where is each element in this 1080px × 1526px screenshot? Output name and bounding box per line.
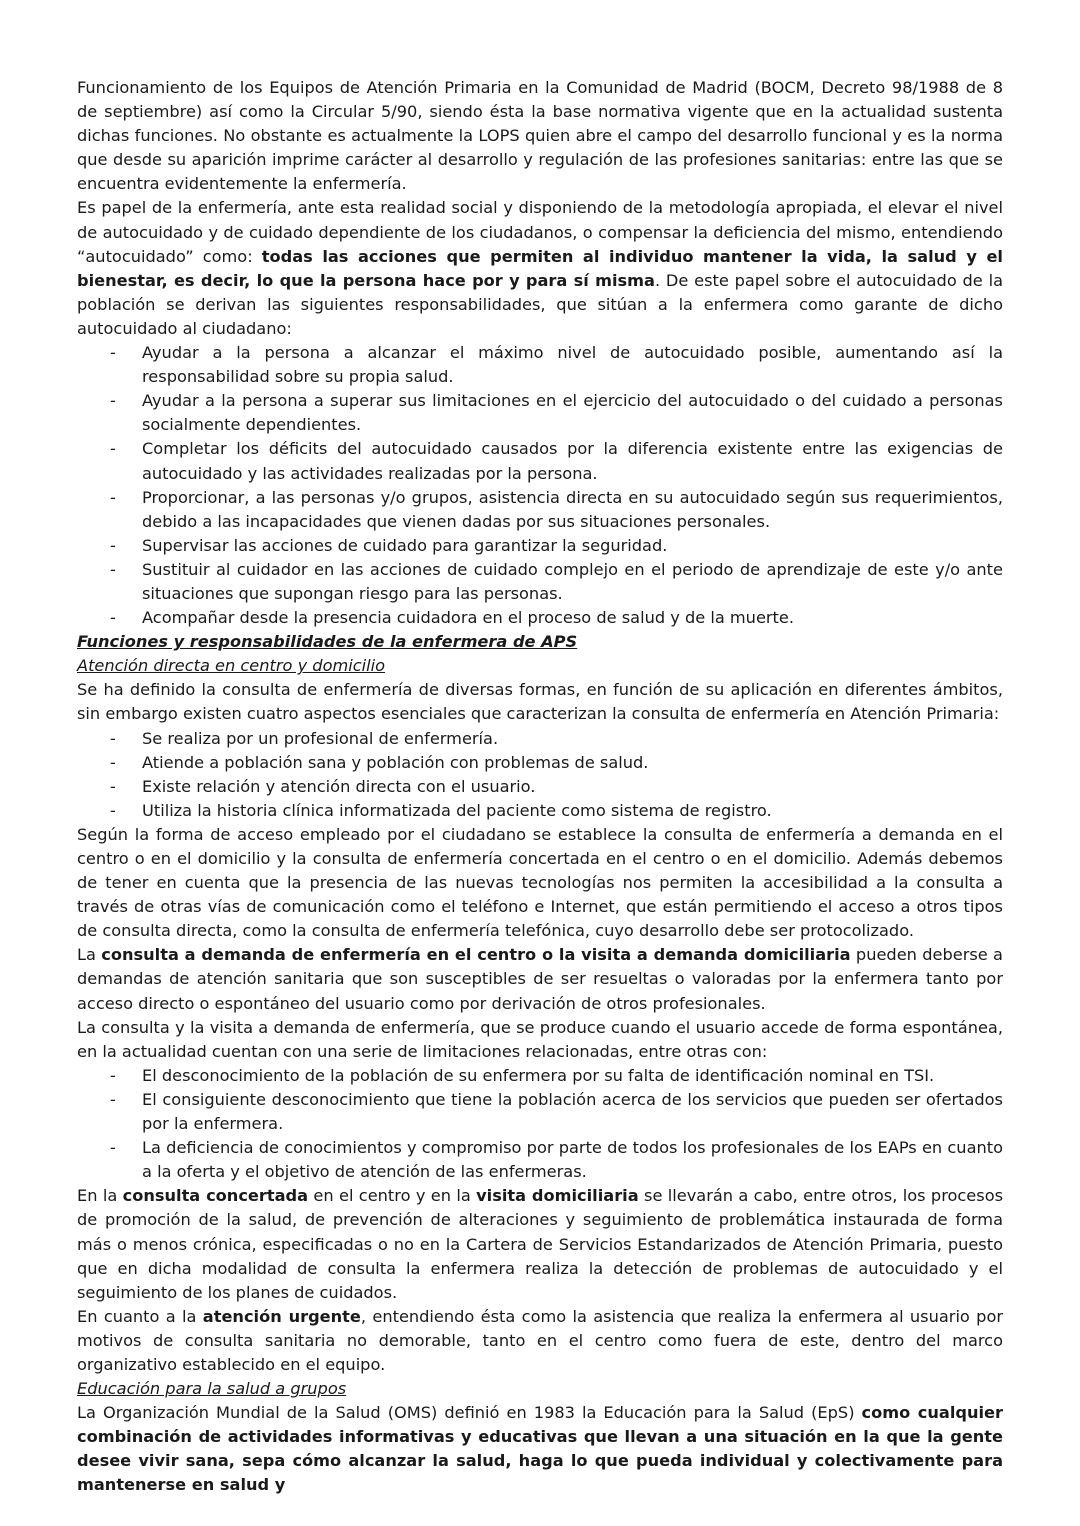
list-item (77, 727, 1003, 751)
list-item-text: Proporcionar, a las personas y/o grupos, asistencia directa en su autocuidado según sus requerimientos, debido a las incapacidades que vienen dadas por sus situaciones personales. (142, 487, 1003, 531)
responsibilities-list (77, 341, 1003, 630)
list-item-text: Utiliza la historia clínica informatizada del paciente como sistema de registro. (142, 800, 772, 820)
list-item-text: Ayudar a la persona a alcanzar el máximo nivel de autocuidado posible, aumentando así la responsabilidad sobre su propia salud. (142, 343, 1003, 387)
limitations-list (77, 1064, 1003, 1184)
paragraph-consulta-definicion: Se ha definido la consulta de enfermería de diversas formas, en función de su aplicación en diferentes ámbitos, sin embargo existen cuatro aspectos esenciales que caracterizan la consulta de enfermería en Atención Primaria: (77, 680, 1003, 724)
dash-bullet: - (110, 1138, 116, 1158)
dash-bullet: - (110, 608, 116, 628)
dash-bullet: - (110, 559, 116, 579)
dash-bullet: - (110, 487, 116, 507)
subsection-heading-educacion: Educación para la salud a grupos (77, 1379, 347, 1399)
list-item-text: La deficiencia de conocimientos y compromiso por parte de todos los profesionales de los EAPs en cuanto a la oferta y el objetivo de atención de las enfermeras. (142, 1138, 1003, 1182)
list-item (77, 606, 1003, 630)
text-run: . De este papel sobre el autocuidado de la población se derivan las siguientes responsabilidades, que sitúan a la enfermera como garante de dicho autocuidado al ciudadano: (77, 270, 1003, 338)
list-item (77, 1136, 1003, 1184)
dash-bullet: - (110, 776, 116, 796)
paragraph-atencion-urgente (77, 1305, 1003, 1377)
bold-term: visita domiciliaria (476, 1186, 639, 1206)
list-item (77, 534, 1003, 558)
list-item (77, 437, 1003, 485)
paragraph-consulta-concertada (77, 1184, 1003, 1304)
list-item (77, 751, 1003, 775)
dash-bullet: - (110, 728, 116, 748)
paragraph-intro: Funcionamiento de los Equipos de Atención Primaria en la Comunidad de Madrid (BOCM, Decreto 98/1988 de 8 de septiembre) así como la Circular 5/90, siendo ésta la base normativa vigente que en la actualidad sustenta dichas funciones. No obstante es actualmente la LOPS quien abre el campo del desarrollo funcional y es la norma que desde su aparición imprime carácter al desarrollo y regulación de las profesiones sanitarias: entre las que se encuentra evidentemente la enfermería. (77, 78, 1003, 194)
dash-bullet: - (110, 752, 116, 772)
list-item-text: Se realiza por un profesional de enfermería. (142, 728, 499, 748)
text-run: , entendiendo ésta como la asistencia que realiza la enfermera al usuario por motivos de consulta sanitaria no demorable, tanto en el centro como fuera de este, dentro del marco organizativo establecido en el equipo. (77, 1306, 1004, 1374)
list-item (77, 486, 1003, 534)
text-run: La Organización Mundial de la Salud (OMS) definió en 1983 la Educación para la Salud (EpS) (77, 1403, 862, 1423)
bold-term: atención urgente (202, 1306, 361, 1326)
dash-bullet: - (110, 1089, 116, 1109)
dash-bullet: - (110, 439, 116, 459)
list-item-text: Completar los déficits del autocuidado causados por la diferencia existente entre las exigencias de autocuidado y las actividades realizadas por la persona. (142, 439, 1003, 483)
paragraph-autocuidado (77, 196, 1003, 341)
text-run: se llevarán a cabo, entre otros, los procesos de promoción de la salud, de prevención de alteraciones y seguimiento de problemática instaurada de forma más o menos crónica, especificadas o no en la Cartera de Servicios Estandarizados de Atención Primaria, puesto que en dicha modalidad de consulta la enfermera realiza la detección de problemas de autocuidado y el seguimiento de los planes de cuidados. (77, 1186, 1004, 1302)
dash-bullet: - (110, 800, 116, 820)
bold-term: consulta concertada (122, 1186, 309, 1206)
text-run: La (77, 945, 102, 965)
paragraph-forma-acceso: Según la forma de acceso empleado por el ciudadano se establece la consulta de enfermería a demanda en el centro o en el domicilio y la consulta de enfermería concertada en el centro o en el domicilio. Además debemos de tener en cuenta que la presencia de las nuevas tecnologías nos permiten la accesibilidad a la consulta a través de otras vías de comunicación como el teléfono e Internet, que están permitiendo el acceso a otros tipos de consulta directa, como la consulta de enfermería telefónica, cuyo desarrollo debe ser protocolizado. (77, 824, 1003, 941)
bold-term: consulta a demanda de enfermería en el centro o la visita a demanda domiciliaria (101, 945, 851, 965)
dash-bullet: - (110, 391, 116, 411)
list-item (77, 1088, 1003, 1136)
paragraph-consulta-demanda (77, 943, 1003, 1015)
aspects-list (77, 727, 1003, 823)
list-item-text: Atiende a población sana y población con problemas de salud. (142, 752, 649, 772)
list-item-text: Sustituir al cuidador en las acciones de cuidado complejo en el periodo de aprendizaje de este y/o ante situaciones que supongan riesgo para las personas. (142, 559, 1003, 603)
list-item-text: Existe relación y atención directa con el usuario. (142, 776, 536, 796)
dash-bullet: - (110, 1065, 116, 1085)
subsection-heading-atencion: Atención directa en centro y domicilio (77, 656, 386, 676)
bold-definition: todas las acciones que permiten al individuo mantener la vida, la salud y el bienestar, es decir, lo que la persona hace por y para sí misma (77, 246, 1003, 290)
text-run: En cuanto a la (77, 1306, 203, 1326)
list-item-text: Ayudar a la persona a superar sus limitaciones en el ejercicio del autocuidado o del cuidado a personas socialmente dependientes. (142, 391, 1003, 435)
list-item (77, 775, 1003, 799)
list-item (77, 799, 1003, 823)
list-item-text: Supervisar las acciones de cuidado para garantizar la seguridad. (142, 535, 668, 555)
list-item-text: El desconocimiento de la población de su enfermera por su falta de identificación nominal en TSI. (142, 1065, 935, 1085)
text-run: Es papel de la enfermería, ante esta realidad social y disponiendo de la metodología apropiada, el elevar el nivel de autocuidado y de cuidado dependiente de los ciudadanos, o compensar la deficiencia del mismo, entendiendo “autocuidado” como: (77, 198, 1003, 266)
text-run: pueden deberse a demandas de atención sanitaria que son susceptibles de ser resueltas o valoradas por la enfermera tanto por acceso directo o espontáneo del usuario como por derivación de otros profesionales. (77, 945, 1003, 1013)
list-item-text: Acompañar desde la presencia cuidadora en el proceso de salud y de la muerte. (142, 608, 795, 628)
dash-bullet: - (110, 535, 116, 555)
bold-definition: como cualquier combinación de actividades informativas y educativas que llevan a una situación en la que la gente desee vivir sana, sepa cómo alcanzar la salud, haga lo que pueda individual y colectivamente para mantenerse en salud y (77, 1403, 1003, 1495)
paragraph-oms (77, 1401, 1003, 1497)
section-heading-funciones: Funciones y responsabilidades de la enfermera de APS (77, 632, 578, 652)
list-item (77, 558, 1003, 606)
text-run: en el centro y en la (308, 1186, 477, 1206)
dash-bullet: - (110, 343, 116, 363)
list-item (77, 1064, 1003, 1088)
text-run: En la (77, 1186, 123, 1206)
list-item (77, 389, 1003, 437)
paragraph-limitaciones: La consulta y la visita a demanda de enfermería, que se produce cuando el usuario accede de forma espontánea, en la actualidad cuentan con una serie de limitaciones relacionadas, entre otras con: (77, 1017, 1003, 1061)
list-item (77, 341, 1003, 389)
list-item-text: El consiguiente desconocimiento que tiene la población acerca de los servicios que pueden ser ofertados por la enfermera. (142, 1089, 1003, 1134)
